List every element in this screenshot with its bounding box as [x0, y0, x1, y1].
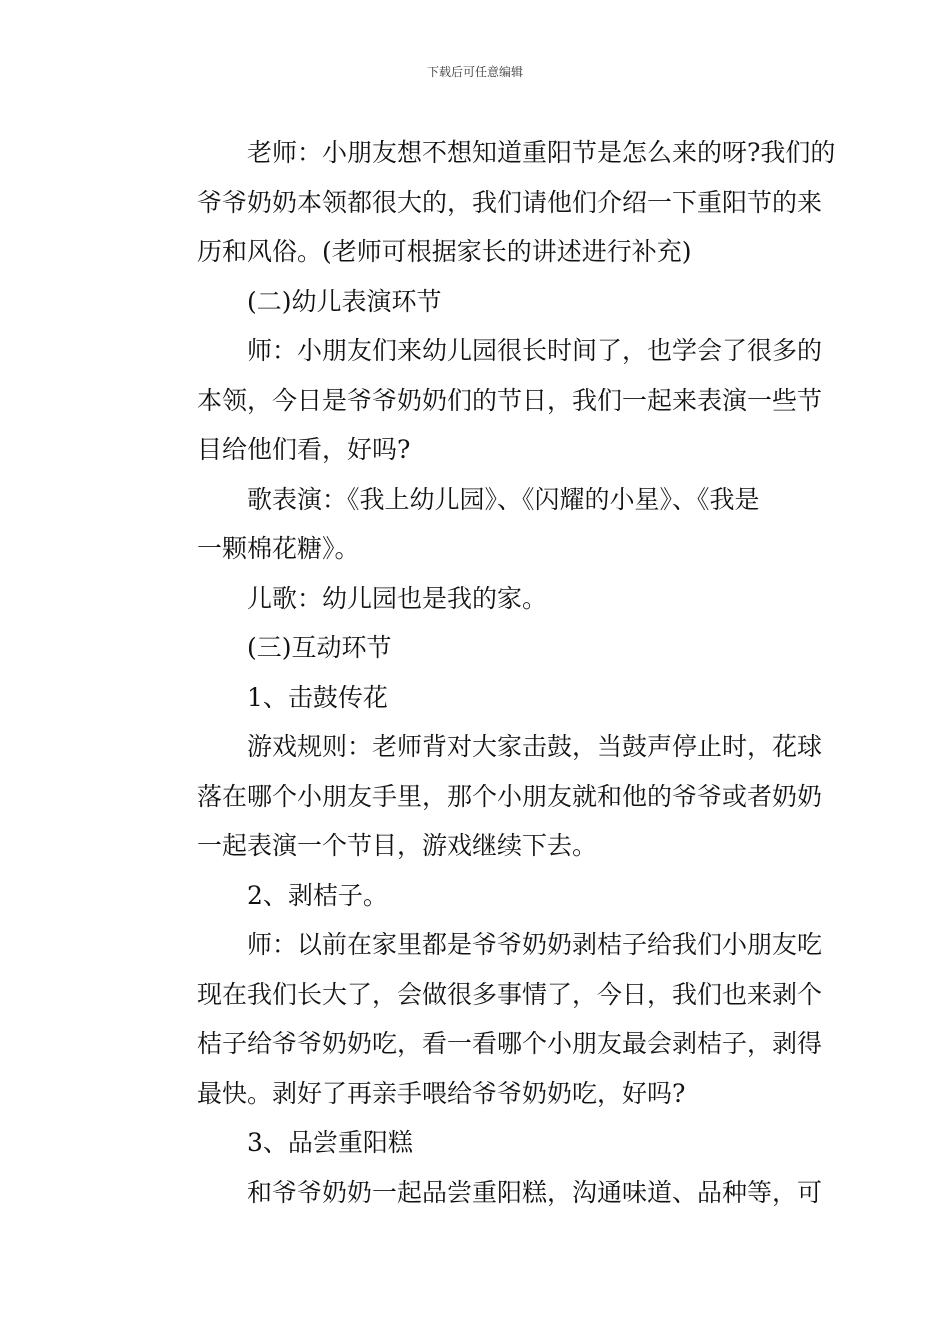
text-line: 游戏规则：老师背对大家击鼓，当鼓声停止时，花球	[247, 732, 823, 761]
text-line: 师：以前在家里都是爷爷奶奶剥桔子给我们小朋友吃	[247, 930, 823, 959]
text-line: 最快。剥好了再亲手喂给爷爷奶奶吃，好吗?	[197, 1078, 686, 1108]
text-line: 歌表演：《我上幼儿园》、《闪耀的小星》、《我是	[247, 484, 760, 514]
section-heading: (三)互动环节	[247, 633, 392, 662]
item-heading: 1、击鼓传花	[247, 682, 388, 712]
text-line: 目给他们看，好吗?	[197, 435, 411, 464]
text-line: 现在我们长大了，会做很多事情了，今日，我们也来剥个	[197, 979, 823, 1009]
text-line: 本领，今日是爷爷奶奶们的节日，我们一起来表演一些节	[197, 385, 823, 415]
text-line: 桔子给爷爷奶奶吃，看一看哪个小朋友最会剥桔子，剥得	[197, 1029, 823, 1058]
text-line: 历和风俗。(老师可根据家长的讲述进行补充)	[197, 237, 692, 266]
page-header: 下载后可任意编辑	[426, 65, 523, 79]
document-text	[147, 128, 836, 1217]
text-line: 师：小朋友们来幼儿园很长时间了，也学会了很多的	[247, 336, 823, 365]
item-heading: 2、剥桔子。	[247, 880, 388, 910]
text-line: 爷爷奶奶本领都很大的，我们请他们介绍一下重阳节的来	[197, 187, 823, 217]
text-line: 一颗棉花糖》。	[197, 534, 360, 563]
text-line: 落在哪个小朋友手里，那个小朋友就和他的爷爷或者奶奶	[197, 781, 823, 811]
text-line: 和爷爷奶奶一起品尝重阳糕，沟通味道、品种等，可	[247, 1177, 823, 1207]
document-body	[147, 128, 836, 1217]
section-heading: (二)幼儿表演环节	[247, 286, 442, 316]
text-line: 儿歌：幼儿园也是我的家。	[247, 583, 548, 613]
text-line: 老师：小朋友想不想知道重阳节是怎么来的呀?我们的	[247, 138, 836, 167]
item-heading: 3、品尝重阳糕	[247, 1128, 413, 1157]
text-line: 一起表演一个节目，游戏继续下去。	[197, 831, 598, 860]
